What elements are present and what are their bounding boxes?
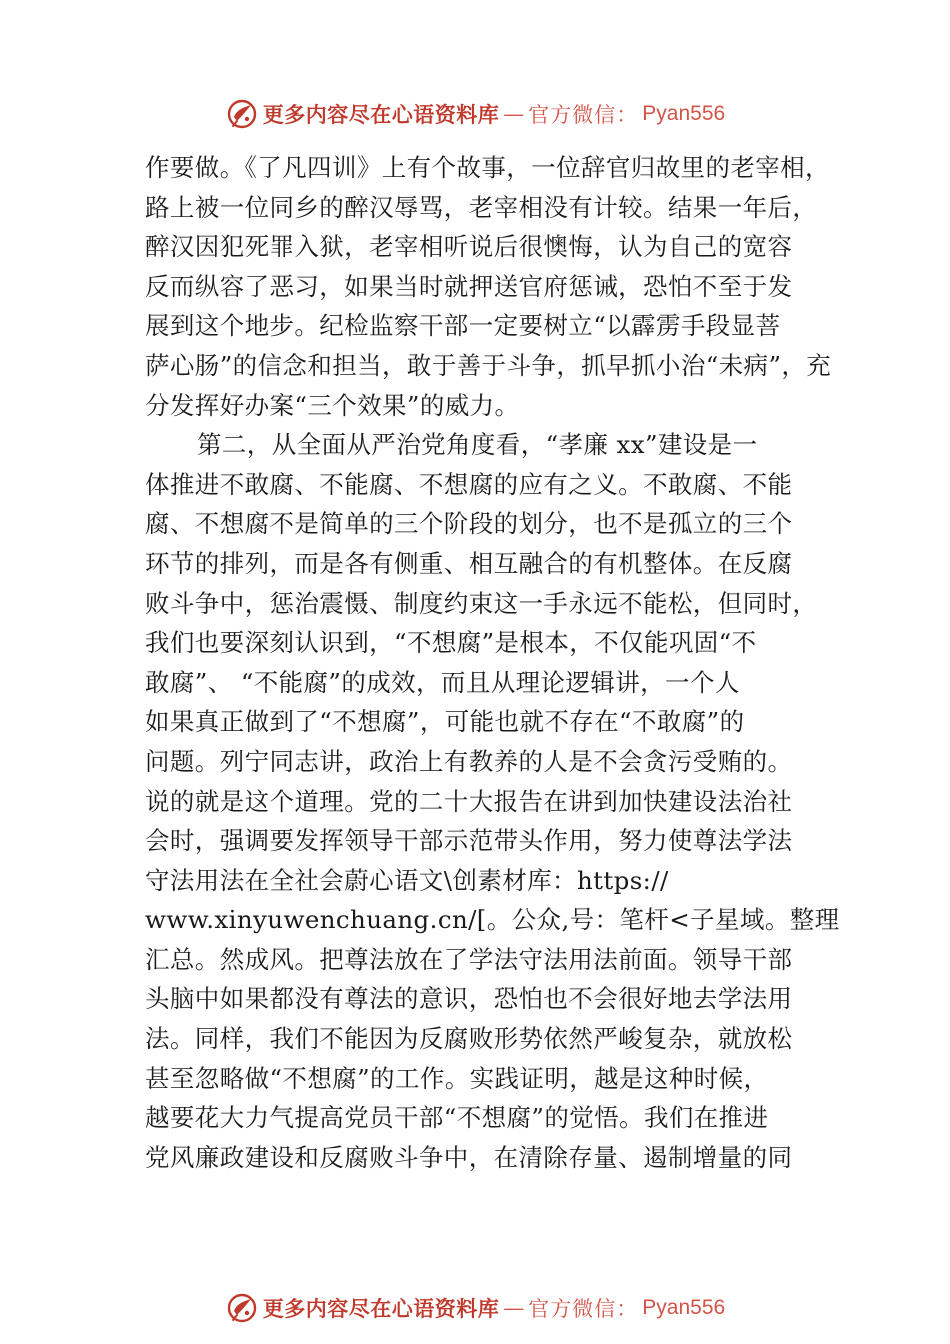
- brand-logo-icon: [225, 97, 259, 131]
- body-line-9: 体推进不敢腐、不能腐、不想腐的应有之义。不敢腐、不能: [145, 469, 793, 499]
- header-official-label: 官方微信：: [528, 103, 639, 127]
- body-line-5: 展到这个地步。纪检监察干部一定要树立“以霹雳手段显菩: [145, 311, 781, 341]
- body-line-6: 萨心肠”的信念和担当，敢于善于斗争，抓早抓小治“未病”，充: [145, 350, 832, 380]
- body-line-12: 败斗争中，惩治震慑、制度约束这一手永远不能松，但同时，: [145, 588, 818, 618]
- body-line-26: 党风廉政建设和反腐败斗争中，在清除存量、遏制增量的同: [145, 1142, 793, 1172]
- header-banner: [0, 92, 950, 136]
- body-line-21: 汇总。然成风。把尊法放在了学法守法用法前面。领导干部: [145, 944, 793, 974]
- header-wechat-id: Pyan556: [642, 102, 726, 125]
- body-line-15: 如果真正做到了“不想腐”，可能也就不存在“不敢腐”的: [145, 707, 745, 737]
- brand-logo-icon: [225, 1291, 259, 1325]
- body-line-4: 反而纵容了恶习，如果当时就押送官府惩诫，恐怕不至于发: [145, 271, 793, 301]
- body-line-1: 作要做。《了凡四训》上有个故事，一位辞官归故里的老宰相，: [145, 153, 830, 182]
- footer-banner: [0, 1286, 950, 1330]
- body-line-19: 守法用法在全社会蔚心语文\创素材库：https://: [145, 865, 669, 895]
- body-line-17: 说的就是这个道理。党的二十大报告在讲到加快建设法治社: [145, 786, 793, 816]
- body-line-18: 会时，强调要发挥领导干部示范带头作用，努力使尊法学法: [145, 826, 793, 856]
- header-separator: —: [503, 102, 525, 126]
- footer-wechat-id: Pyan556: [642, 1296, 726, 1319]
- body-line-3: 醉汉因犯死罪入狱，老宰相听说后很懊悔，认为自己的宽容: [145, 232, 793, 262]
- body-line-14: 敢腐”、 “不能腐”的成效，而且从理论逻辑讲，一个人: [145, 667, 740, 697]
- body-line-20: www.xinyuwenchuang.cn/[。公众,号：笔杆<子星域。整理: [145, 905, 840, 935]
- body-line-25: 越要花大力气提高党员干部“不想腐”的觉悟。我们在推进: [145, 1103, 769, 1133]
- body-line-8-paragraph-start: 第二，从全面从严治党角度看，“孝廉 xx”建设是一: [197, 430, 758, 460]
- footer-official-label: 官方微信：: [528, 1297, 639, 1321]
- body-line-7: 分发挥好办案“三个效果”的威力。: [145, 390, 520, 420]
- document-body: [145, 148, 840, 1177]
- footer-separator: —: [503, 1296, 525, 1320]
- body-line-13: 我们也要深刻认识到，“不想腐”是根本，不仅能巩固“不: [145, 628, 757, 658]
- body-line-2: 路上被一位同乡的醉汉辱骂，老宰相没有计较。结果一年后，: [145, 192, 818, 222]
- body-line-16: 问题。列宁同志讲，政治上有教养的人是不会贪污受贿的。: [145, 746, 793, 776]
- body-line-11: 环节的排列，而是各有侧重、相互融合的有机整体。在反腐: [145, 548, 793, 578]
- header-brand-text: 更多内容尽在心语资料库: [262, 102, 500, 127]
- body-line-22: 头脑中如果都没有尊法的意识，恐怕也不会很好地去学法用: [145, 984, 793, 1014]
- body-line-23: 法。同样，我们不能因为反腐败形势依然严峻复杂，就放松: [145, 1024, 793, 1054]
- body-line-24: 甚至忽略做“不想腐”的工作。实践证明，越是这种时候，: [145, 1063, 769, 1093]
- footer-brand-text: 更多内容尽在心语资料库: [262, 1296, 500, 1321]
- body-line-10: 腐、不想腐不是简单的三个阶段的划分，也不是孤立的三个: [145, 509, 793, 539]
